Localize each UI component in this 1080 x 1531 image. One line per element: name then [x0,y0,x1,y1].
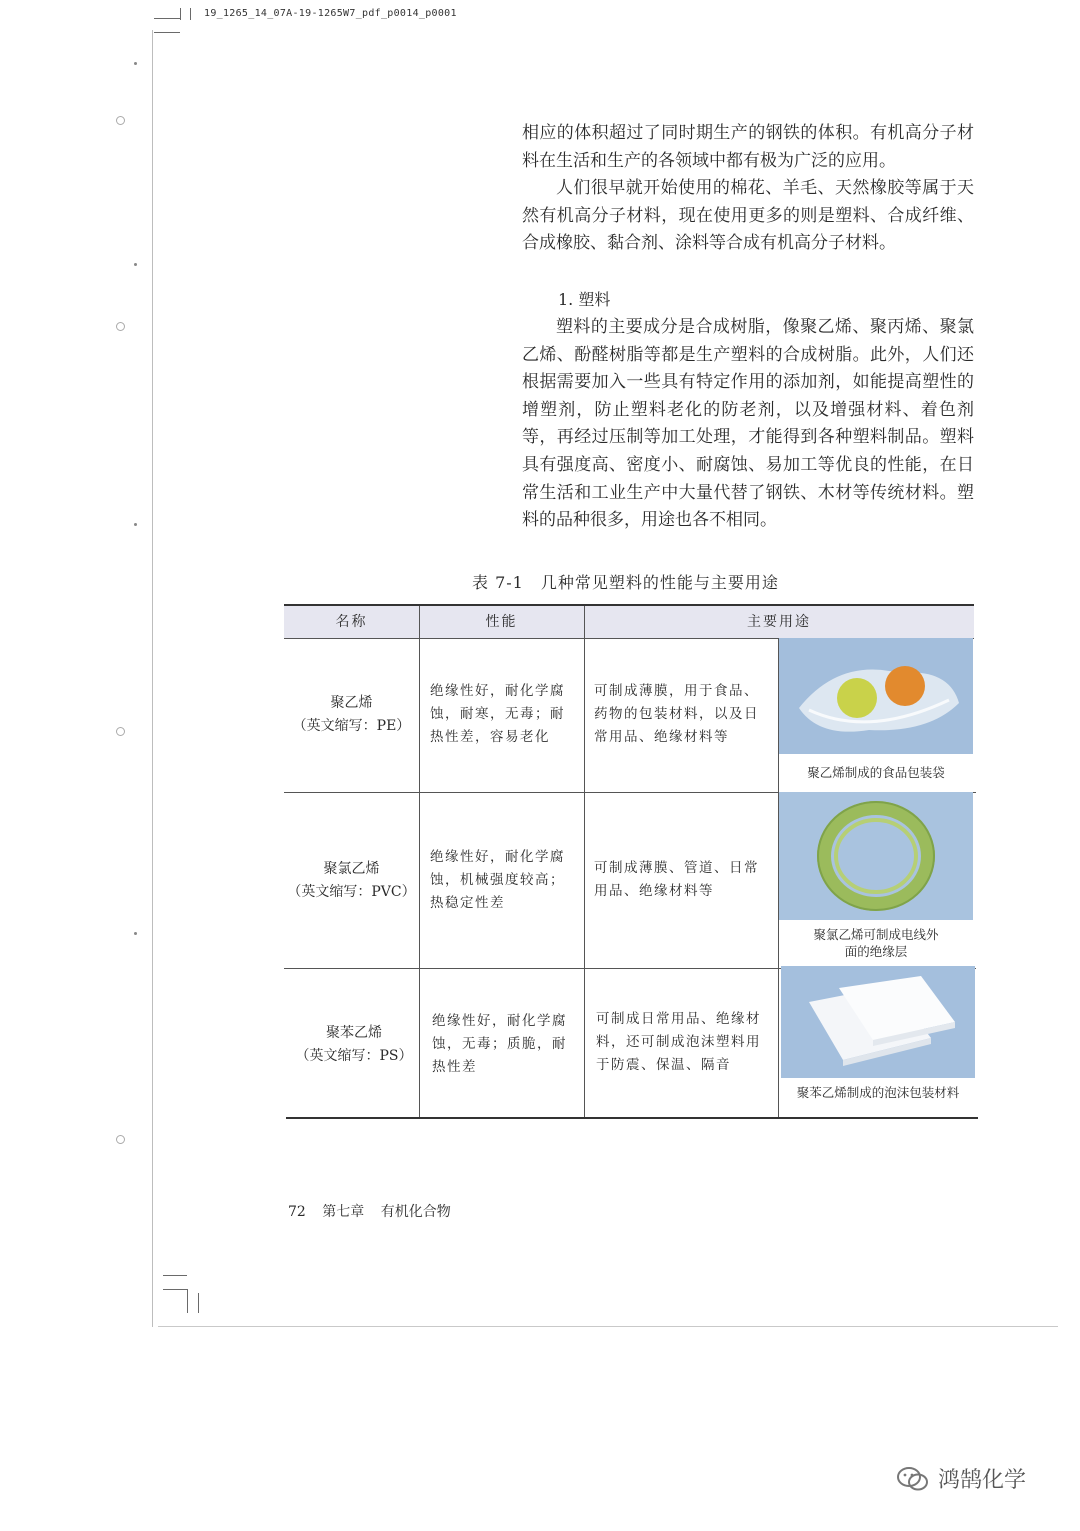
crop-mark [198,1293,199,1313]
crop-mark [154,18,180,19]
photo-caption: 聚苯乙烯制成的泡沫包装材料 [796,1085,960,1100]
food-bag-photo [779,638,973,754]
wechat-icon [896,1466,930,1492]
binding-hole-mark [116,116,125,125]
plastic-abbreviation: （英文缩写：PE） [292,718,411,734]
wechat-watermark [896,1463,1026,1494]
binding-hole-mark [134,263,137,266]
table-row-name [284,1022,424,1068]
section-heading: 1. 塑料 [558,290,611,309]
table-row-properties: 绝缘性好，耐化学腐蚀，无毒；质脆，耐热性差 [432,1013,567,1075]
paragraph-natural-materials: 人们很早就开始使用的棉花、羊毛、天然橡胶等属于天然有机高分子材料，现在使用更多的则是塑料、合成纤维、合成橡胶、黏合剂、涂料等合成有机高分子材料。 [522,178,974,254]
table-row-name [284,858,419,904]
plastic-name: 聚乙烯 [330,695,373,711]
binding-hole-mark [116,727,125,736]
table-bottom-rule [286,1117,978,1119]
crop-mark [180,8,181,20]
plastic-abbreviation: （英文缩写：PS） [295,1048,413,1064]
table-row-uses: 可制成薄膜，用于食品、药物的包装材料，以及日常用品、绝缘材料等 [594,683,759,745]
page-footer [288,1201,463,1221]
header-uses: 主要用途 [747,614,811,630]
binding-hole-mark [116,322,125,331]
body-paragraph [522,120,974,258]
table-row-uses: 可制成日常用品、绝缘材料，还可制成泡沫塑料用于防震、保温、隔音 [596,1011,761,1073]
table-row-uses: 可制成薄膜、管道、日常用品、绝缘材料等 [594,860,759,899]
chapter-number: 第七章 [322,1204,365,1220]
photo-caption: 聚氯乙烯可制成电线外面的绝缘层 [813,927,939,959]
scan-border-left [152,30,153,1327]
plastic-name: 聚氯乙烯 [323,861,380,877]
crop-mark [163,1275,187,1276]
chapter-title: 有机化合物 [380,1204,451,1220]
binding-hole-mark [134,932,137,935]
foam-sheets-photo [781,966,975,1078]
binding-hole-mark [116,1135,125,1144]
table-caption: 表 7-1 几种常见塑料的性能与主要用途 [472,573,779,592]
plastic-abbreviation: （英文缩写：PVC） [287,884,416,900]
scan-file-id: 19_1265_14_07A-19-1265W7_pdf_p0014_p0001 [204,8,457,19]
plastics-paragraph: 塑料的主要成分是合成树脂，像聚乙烯、聚丙烯、聚氯乙烯、酚醛树脂等都是生产塑料的合成树脂。此外，人们还根据需要加入一些具有特定作用的添加剂，如能提高塑性的增塑剂，防止塑料老化的防老剂，以及增强材料、着色剂等，再经过压制等加工处理，才能得到各种塑料制品。塑料具有强度高、密度小、耐腐蚀、易加工等优良的性能，在日常生活和工业生产中大量代替了钢铁、木材等传统材料。塑料的品种很多，用途也各不相同。 [522,317,974,531]
table-column-divider [584,606,585,1118]
page-number: 72 [288,1204,306,1220]
crop-mark [187,1289,188,1313]
table-row-properties: 绝缘性好，耐化学腐蚀，耐寒，无毒；耐热性差，容易老化 [430,683,565,745]
binding-hole-mark [134,523,137,526]
table-row-properties: 绝缘性好，耐化学腐蚀，机械强度较高；热稳定性差 [430,849,565,911]
plastic-name: 聚苯乙烯 [326,1025,382,1041]
wire-coil-photo [779,792,973,920]
header-properties: 性能 [485,614,518,630]
paragraph-continuation: 相应的体积超过了同时期生产的钢铁的体积。有机高分子材料在生活和生产的各领域中都有极为广泛的应用。 [522,123,974,171]
table-row-name [284,692,419,738]
photo-caption: 聚乙烯制成的食品包装袋 [807,765,945,780]
watermark-text: 鸿鹄化学 [938,1468,1027,1493]
header-name: 名称 [335,614,368,630]
crop-mark [163,1289,187,1290]
binding-hole-mark [134,62,137,65]
scan-border-bottom [158,1326,1058,1327]
crop-mark [154,32,180,33]
crop-mark [190,8,191,20]
